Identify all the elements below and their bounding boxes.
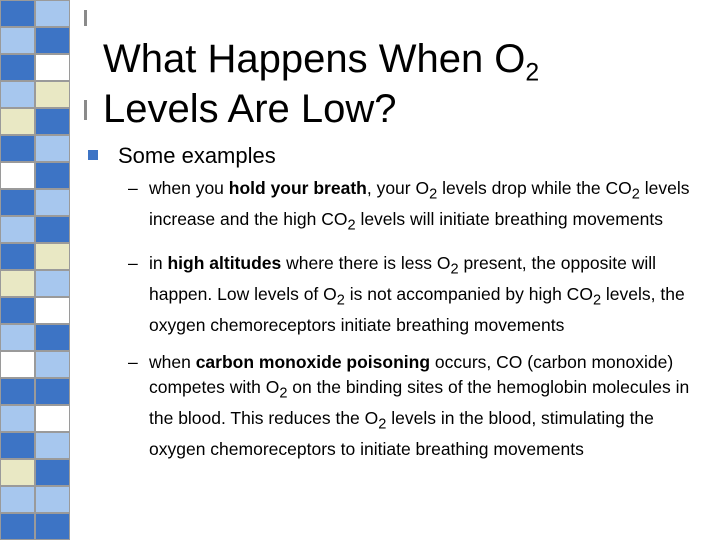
stripe-cell: [35, 459, 70, 486]
title-marker-bottom: [84, 100, 87, 120]
sub-item-text: [149, 251, 703, 338]
stripe-cell: [0, 378, 35, 405]
subscript: 2: [378, 416, 387, 432]
stripe-cell: [0, 216, 35, 243]
dash-bullet: –: [128, 178, 138, 198]
stripe-cell: [0, 189, 35, 216]
text-run: , your O: [366, 178, 430, 198]
stripe-cell: [0, 27, 35, 54]
stripe-cell: [0, 324, 35, 351]
stripe-cell: [35, 405, 70, 432]
text-run: levels increase and the high CO: [149, 178, 690, 229]
text-run: on the binding sites of the hemoglobin molecules in the blood. This reduces the O: [149, 376, 690, 428]
subscript: 2: [347, 217, 356, 234]
stripe-cell: [0, 54, 35, 81]
sub-item: [128, 350, 703, 461]
sub-item: [128, 176, 703, 238]
text-run: when: [149, 352, 196, 372]
stripe-cell: [0, 297, 35, 324]
bold-term: hold your breath: [228, 178, 367, 198]
title-line-1: What Happens When $O_2$: [103, 37, 540, 87]
sub-item-text: [149, 350, 703, 461]
stripe-cell: [35, 351, 70, 378]
decorative-left-stripe: [0, 0, 70, 540]
subscript: 2: [450, 261, 459, 278]
stripe-cell: [0, 405, 35, 432]
stripe-cell: [35, 432, 70, 459]
bullet-label: Some examples: [118, 143, 276, 168]
stripe-cell: [35, 378, 70, 405]
stripe-cell: [35, 324, 70, 351]
stripe-cell: [35, 270, 70, 297]
stripe-cell: [35, 162, 70, 189]
text-run: where there is less O: [281, 253, 451, 273]
stripe-cell: [35, 243, 70, 270]
stripe-cell: [0, 243, 35, 270]
sub-item: [128, 251, 703, 338]
title-line-2: Levels Are Low?: [103, 87, 397, 131]
text-run: levels will initiate breathing movements: [355, 209, 663, 229]
subscript: 2: [592, 292, 602, 309]
stripe-cell: [35, 297, 70, 324]
subscript: 2: [631, 186, 640, 203]
text-run: when you: [149, 178, 229, 198]
stripe-cell: [35, 135, 70, 162]
stripe-cell: [35, 216, 70, 243]
bold-term: carbon monoxide poisoning: [195, 352, 431, 372]
stripe-cell: [0, 270, 35, 297]
stripe-cell: [35, 486, 70, 513]
title-marker-top: [84, 10, 87, 26]
text-run: occurs, CO (carbon monoxide) competes with O: [149, 352, 674, 397]
bold-term: high altitudes: [167, 253, 282, 273]
sub-item-text: [149, 176, 703, 238]
stripe-cell: [35, 0, 70, 27]
subscript: 2: [525, 59, 540, 87]
stripe-cell: [35, 81, 70, 108]
text-run: levels drop while the CO: [437, 178, 632, 198]
dash-bullet: –: [128, 253, 138, 273]
text-run: in: [149, 253, 168, 273]
stripe-cell: [0, 432, 35, 459]
slide-title: [103, 34, 703, 134]
stripe-cell: [0, 513, 35, 540]
stripe-cell: [0, 486, 35, 513]
stripe-cell: [0, 81, 35, 108]
stripe-cell: [35, 189, 70, 216]
stripe-cell: [0, 108, 35, 135]
stripe-cell: [35, 513, 70, 540]
stripe-cell: [35, 54, 70, 81]
dash-bullet: –: [128, 352, 138, 372]
text-run: present, the opposite will happen. Low levels of O: [149, 253, 657, 304]
stripe-cell: [0, 351, 35, 378]
text-run: is not accompanied by high CO: [344, 284, 593, 304]
stripe-cell: [0, 0, 35, 27]
stripe-cell: [35, 108, 70, 135]
stripe-cell: [0, 135, 35, 162]
text-run: levels in the blood, stimulating the oxygen chemoreceptors to initiate breathing movements: [149, 407, 654, 459]
text-run: levels, the oxygen chemoreceptors initiate breathing movements: [149, 284, 685, 335]
stripe-cell: [35, 27, 70, 54]
square-bullet-icon: [88, 150, 98, 160]
stripe-cell: [0, 459, 35, 486]
subscript: 2: [336, 292, 345, 309]
subscript: 2: [279, 385, 288, 401]
subscript: 2: [429, 186, 438, 203]
stripe-cell: [0, 162, 35, 189]
